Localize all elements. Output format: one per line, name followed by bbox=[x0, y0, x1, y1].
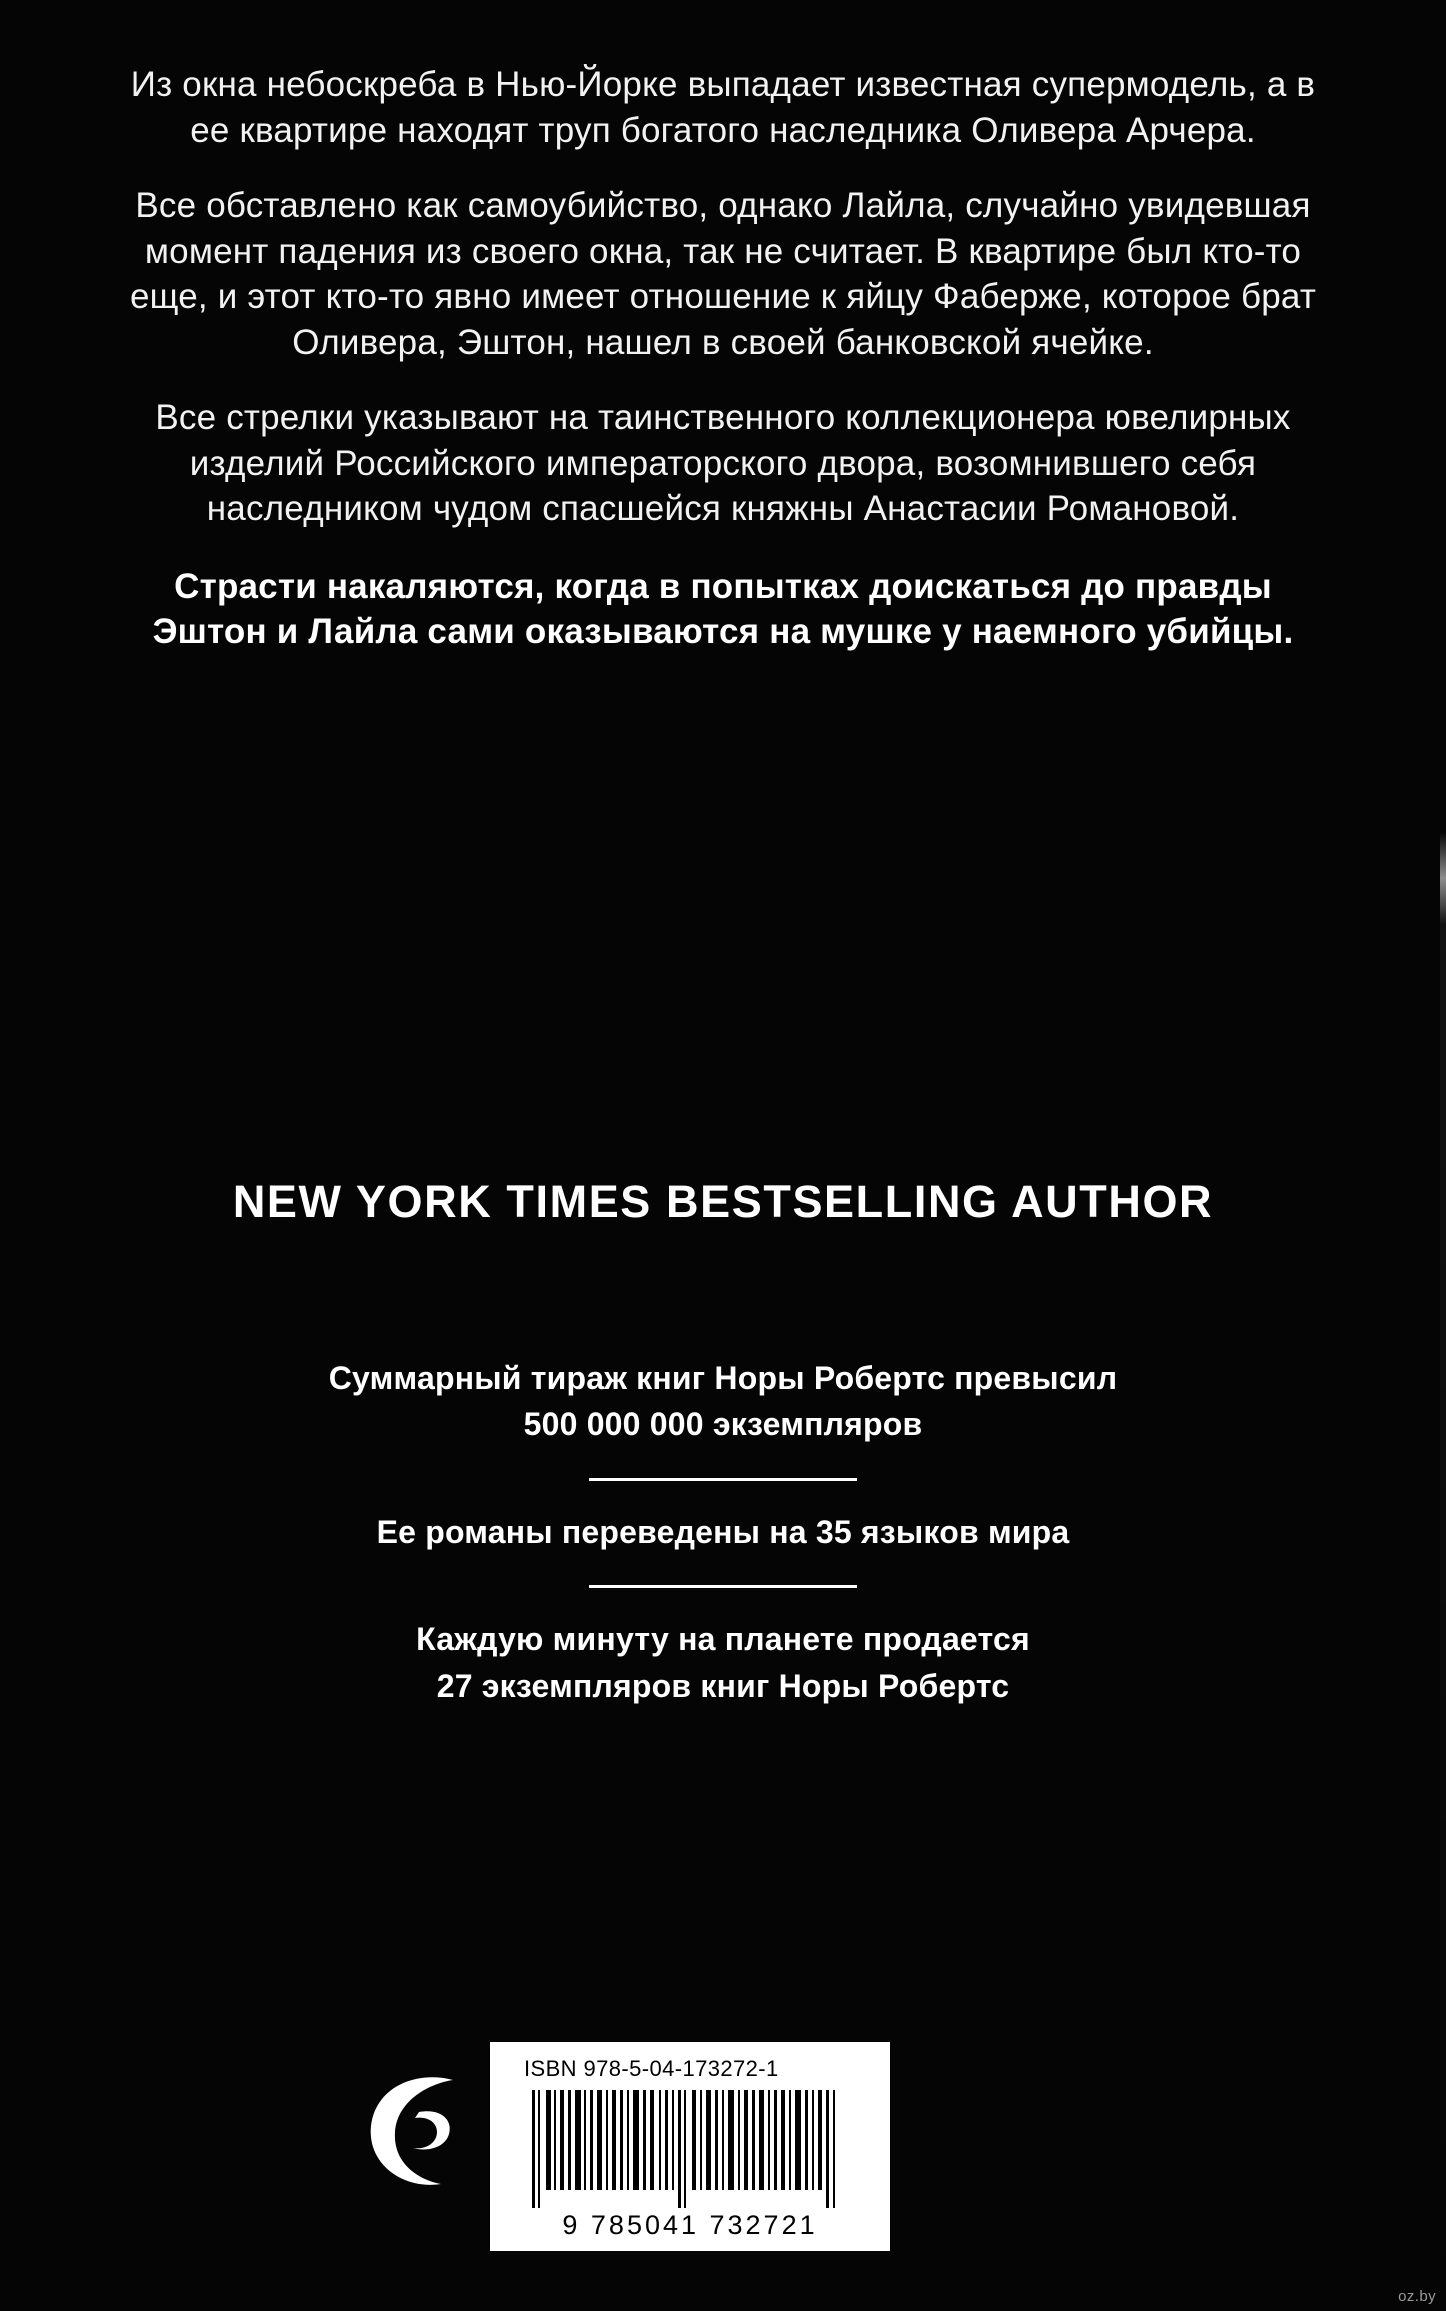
stat-item-3 bbox=[150, 1616, 1296, 1709]
award-line: NEW YORK TIMES BESTSELLING AUTHOR bbox=[232, 1176, 1214, 1227]
stats-block bbox=[150, 1355, 1296, 1709]
stat-item-1 bbox=[150, 1355, 1296, 1448]
stat-2-line-1: Ее романы переведены на 35 языков мира bbox=[376, 1513, 1070, 1550]
stat-item-2 bbox=[150, 1509, 1296, 1555]
eksmo-logo-icon bbox=[352, 2066, 472, 2196]
divider-1 bbox=[589, 1478, 857, 1481]
blurb-text-block bbox=[118, 62, 1328, 655]
cover-edge-highlight bbox=[1440, 0, 1446, 2311]
stat-1-line-2: 500 000 000 экземпляров bbox=[523, 1406, 923, 1443]
blurb-paragraph-4: Страсти накаляются, когда в попытках доискаться до правды Эштон и Лайла сами оказываются на мушке у наемного убийцы. bbox=[152, 566, 1294, 651]
cover-footer bbox=[0, 2014, 1446, 2239]
divider-2 bbox=[589, 1585, 857, 1588]
stat-3-line-1: Каждую минуту на планете продается bbox=[416, 1621, 1030, 1658]
blurb-paragraph-1: Из окна небоскреба в Нью-Йорке выпадает известная супермодель, а в ее квартире находят труп богатого наследника Оливера Арчера. bbox=[130, 65, 1316, 150]
blurb-paragraph-3: Все стрелки указывают на таинственного коллекционера ювелирных изделий Российского императорского двора, возомнившего себя наследником чудом спасшейся княжны Анастасии Романовой. bbox=[155, 398, 1291, 528]
stat-1-line-1: Суммарный тираж книг Норы Робертс превысил bbox=[328, 1360, 1118, 1396]
isbn-label: ISBN 978-5-04-173272-1 bbox=[524, 2056, 779, 2081]
stat-3-line-2: 27 экземпляров книг Норы Робертс bbox=[436, 1667, 1010, 1704]
site-watermark: oz.by bbox=[1398, 2288, 1436, 2305]
blurb-paragraph-2: Все обставлено как самоубийство, однако Лайла, случайно увидевшая момент падения из своего окна, так не считает. В квартире был кто-то еще, и этот кто-то явно имеет отношение к яйцу Фаберже, которое брат Оливера, Эштон, нашел в своей банковской ячейке. bbox=[129, 186, 1317, 362]
isbn-barcode-block bbox=[490, 2042, 890, 2251]
barcode-image bbox=[520, 2090, 860, 2208]
barcode-digits: 9 785041 732721 bbox=[562, 2210, 818, 2240]
